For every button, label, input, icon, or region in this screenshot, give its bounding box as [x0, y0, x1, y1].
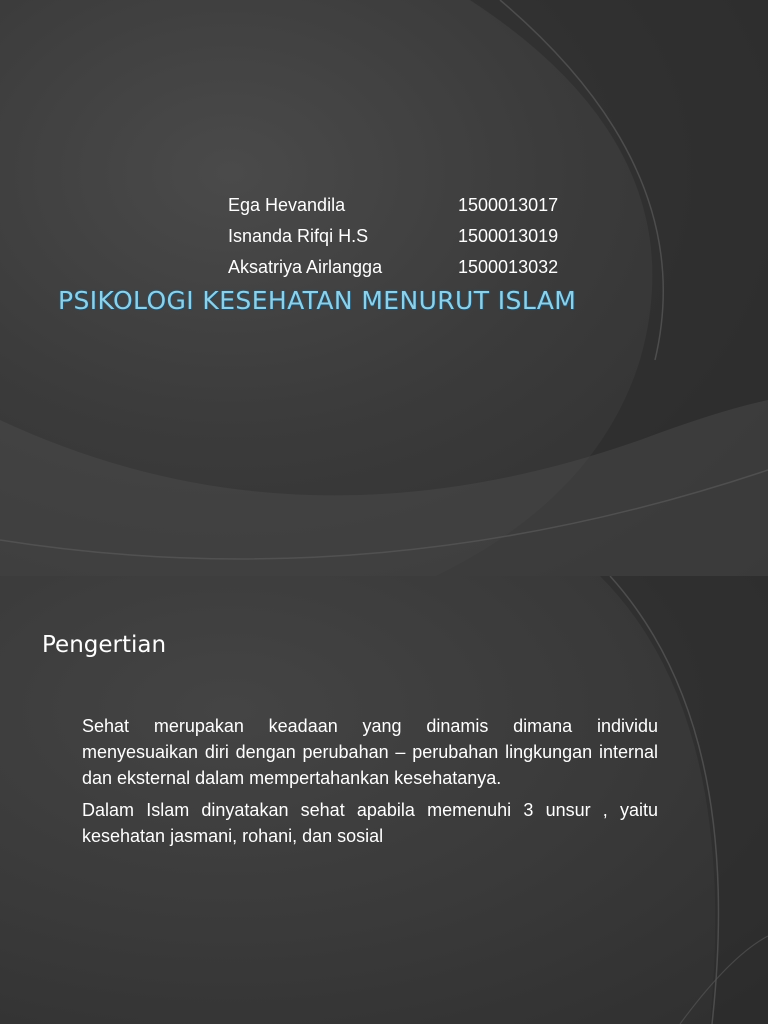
- paragraph: Dalam Islam dinyatakan sehat apabila memenuhi 3 unsur , yaitu kesehatan jasmani, rohani, dan sosial: [82, 800, 658, 846]
- section-heading: Pengertian: [42, 632, 167, 658]
- author-name: Isnanda Rifqi H.S: [228, 226, 369, 246]
- author-row: [228, 252, 588, 283]
- author-id: 1500013017: [458, 195, 559, 215]
- paragraph: Sehat merupakan keadaan yang dinamis dimana individu menyesuaikan diri dengan perubahan – perubahan lingkungan internal dan eksternal dalam mempertahankan kesehatanya.: [82, 716, 658, 788]
- paragraph-list: [82, 713, 658, 855]
- author-name: Aksatriya Airlangga: [228, 257, 383, 277]
- content-slide: [0, 576, 768, 1024]
- author-id: 1500013019: [458, 226, 559, 246]
- author-list: [228, 190, 588, 283]
- author-row: [228, 190, 588, 221]
- author-id: 1500013032: [458, 257, 559, 277]
- slide-title: PSIKOLOGI KESEHATAN MENURUT ISLAM: [58, 286, 577, 315]
- author-name: Ega Hevandila: [228, 195, 346, 215]
- author-row: [228, 221, 588, 252]
